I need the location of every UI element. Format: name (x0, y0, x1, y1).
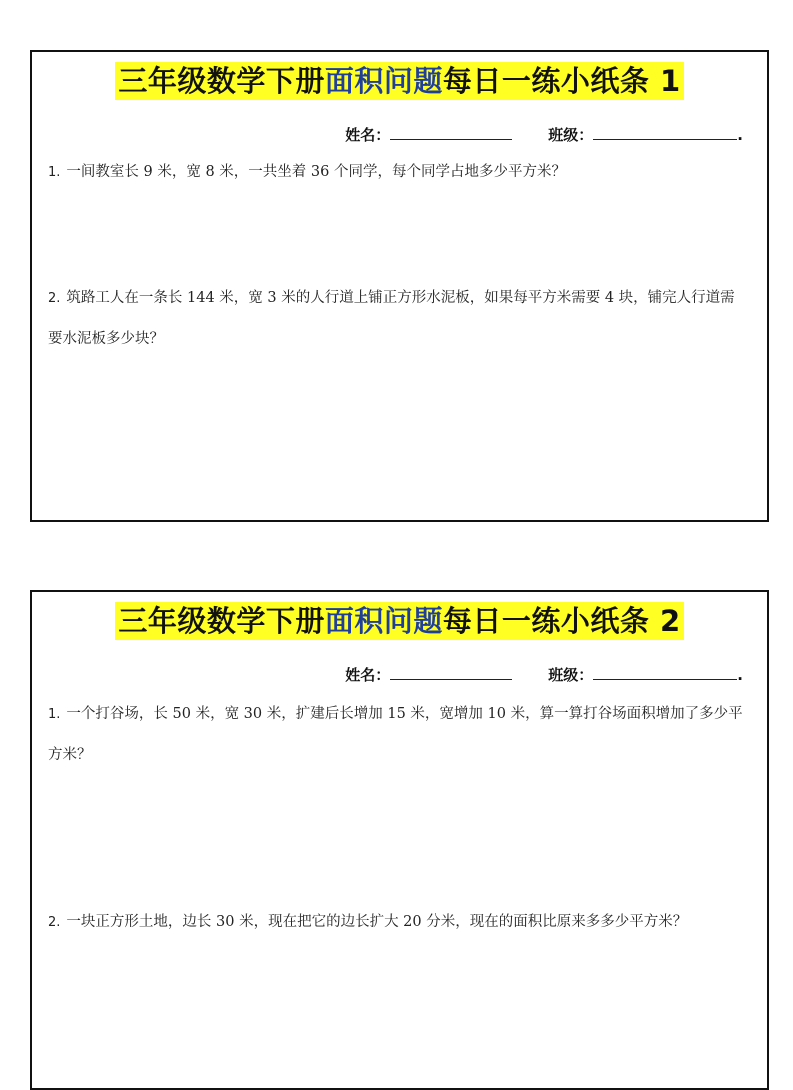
question-text: 一块正方形土地，边长 30 米，现在把它的边长扩大 20 分米，现在的面积比原来多多少平方米？ (66, 914, 688, 930)
question-text: 一间教室长 9 米，宽 8 米，一共坐着 36 个同学，每个同学占地多少平方米？ (66, 164, 566, 180)
name-blank[interactable] (390, 125, 512, 140)
class-label: 班级： (548, 666, 594, 684)
title-row (32, 602, 767, 640)
worksheet-card-2 (30, 590, 769, 1090)
name-class-row (345, 664, 743, 685)
title-row (32, 62, 767, 100)
class-blank[interactable] (593, 665, 737, 680)
question-number: 1. (48, 707, 61, 722)
question-number: 2. (48, 291, 61, 306)
question-number: 2. (48, 915, 61, 930)
question-1 (48, 694, 747, 776)
name-class-row (345, 124, 743, 145)
name-blank[interactable] (390, 665, 512, 680)
worksheet-card-1 (30, 50, 769, 522)
end-dot: . (737, 666, 743, 684)
name-label: 姓名： (345, 126, 391, 144)
class-label: 班级： (548, 126, 594, 144)
question-text: 筑路工人在一条长 144 米，宽 3 米的人行道上铺正方形水泥板，如果每平方米需要 4 块，铺完人行道需要水泥板多少块？ (48, 290, 735, 347)
worksheet-title: 三年级数学下册面积问题每日一练小纸条 2 (115, 602, 683, 640)
end-dot: . (737, 126, 743, 144)
question-text: 一个打谷场，长 50 米，宽 30 米，扩建后长增加 15 米，宽增加 10 米，算一算打谷场面积增加了多少平方米？ (48, 706, 743, 763)
worksheet-title: 三年级数学下册面积问题每日一练小纸条 1 (115, 62, 683, 100)
class-blank[interactable] (593, 125, 737, 140)
question-2 (48, 278, 747, 360)
question-2 (48, 902, 747, 943)
question-number: 1. (48, 165, 61, 180)
question-1 (48, 152, 747, 193)
name-label: 姓名： (345, 666, 391, 684)
